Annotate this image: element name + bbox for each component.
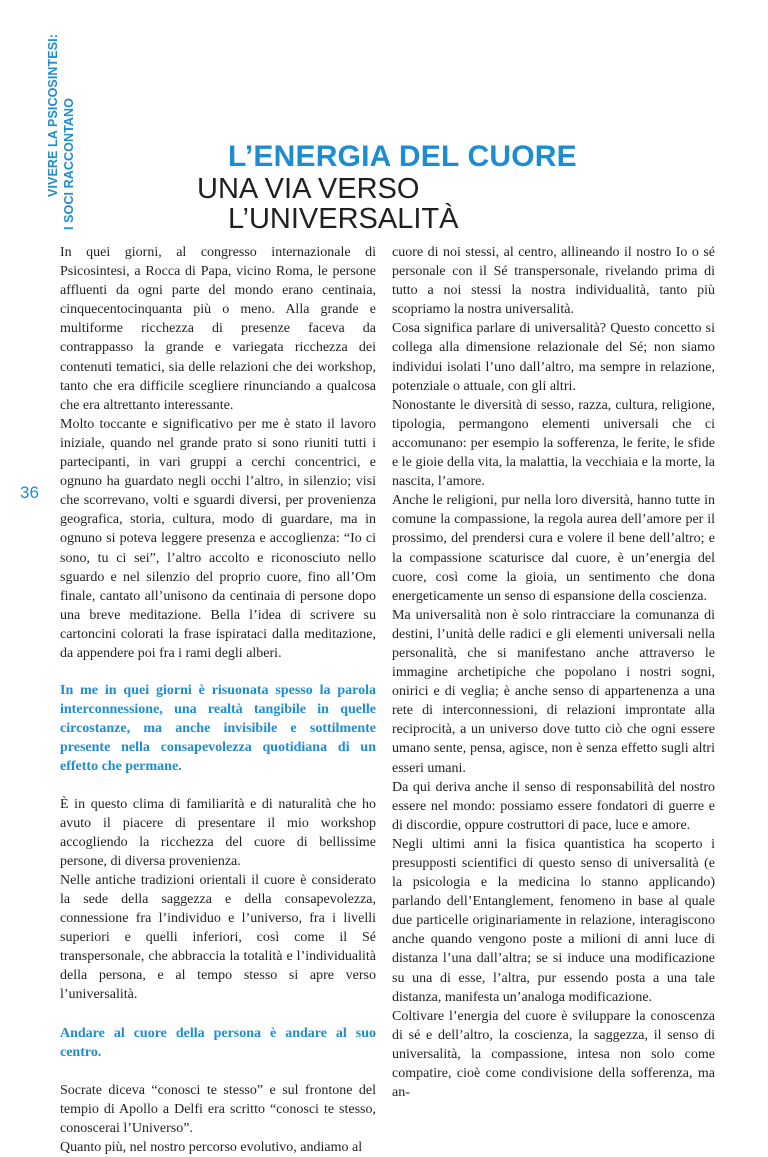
paragraph: In quei giorni, al congresso internazionale di Psicosintesi, a Rocca di Papa, vicino Roma, le persone affluenti da ogni parte del mondo erano centinaia, cinquecentocinquanta più o meno. Alla grande e multiforme ricchezza di presenze faceva da contrappasso la grande e variegata ricchezza dei contenuti tematici, sia delle relazioni che dei workshop, tanto che era difficile scegliere rinunciando a qualcosa che era altrettanto interessante. (60, 245, 376, 413)
paragraph: Quanto più, nel nostro percorso evolutivo, andiamo al (60, 1140, 363, 1156)
paragraph: È in questo clima di familiarità e di naturalità che ho avuto il piacere di presentare il mio workshop accogliendo la ricchezza del cuore di bellissime persone, di diversa provenienza. (60, 796, 376, 869)
paragraph: Anche le religioni, pur nella loro diversità, hanno tutte in comune la compassione, la regola aurea dell’amore per il prossimo, del prendersi cura e volere il bene dell’altro; e la compassione scaturisce dal cuore, è un’energia del cuore, così come la gioia, un sentimento che dona energeticamente un senso di espansione della coscienza. (392, 493, 715, 604)
article-subtitle-line1: UNA VIA VERSO (197, 173, 420, 205)
paragraph: Nonostante le diversità di sesso, razza, cultura, religione, tipologia, permangono elementi universali che ci accomunano: per esempio la sofferenza, le ferite, le sfide e le gioie della vita, la malattia, la vecchiaia e la morte, la nascita, l’amore. (392, 397, 715, 490)
pull-quote: In me in quei giorni è risuonata spesso la parola interconnessione, una realtà tangibile in quelle circostanze, ma anche invisibile e sottilmente presente nella consapevolezza quotidiana di un effetto che permane. (60, 683, 376, 775)
paragraph: Negli ultimi anni la fisica quantistica ha scoperto i presupposti scientifici di questo senso di universalità (e la psicologia e la medicina lo stanno applicando) parlando dell’Entanglement, fenomeno in base al quale due particelle originariamente in relazione, interagiscono anche quando vengono poste a milioni di anni luce di distanza l’una dall’altra; se si induce una modificazione su una di esse, l’altra, pur essendo posta a una tale distanza, manifesta un’analoga modificazione. (392, 836, 715, 1005)
article-subtitle-line2: L’UNIVERSALITÀ (228, 203, 459, 235)
right-column (392, 243, 715, 1102)
paragraph: Coltivare l’energia del cuore è sviluppare la conoscenza di sé e dell’altro, la coscienza, la saggezza, il senso di universalità, la compassione, intesa non solo come compatire, cioè come condivisione della sofferenza, ma an- (392, 1008, 715, 1101)
section-label (46, 32, 96, 231)
section-label-line2: I SOCI RACCONTANO (62, 98, 76, 231)
section-label-line1: VIVERE LA PSICOSINTESI: (46, 34, 60, 197)
paragraph: Nelle antiche tradizioni orientali il cuore è considerato la sede della saggezza e della consapevolezza, connessione fra l’individuo e l’universo, fra i livelli superiori e quelli inferiori, così come il Sé transpersonale, che abbraccia la totalità e l’individualità della persona, e al tempo stesso si apre verso l’universalità. (60, 872, 376, 1003)
paragraph: Da qui deriva anche il senso di responsabilità del nostro essere nel mondo: possiamo essere fondatori di guerre e di discordie, oppure costruttori di pace, luce e amore. (392, 779, 715, 833)
paragraph: Cosa significa parlare di universalità? Questo concetto si collega alla dimensione relazionale del Sé; non siamo individui isolati l’uno dall’altro, ma sempre in relazione, potenziale o attuale, con gli altri. (392, 321, 715, 394)
paragraph: cuore di noi stessi, al centro, allineando il nostro Io o sé personale con il Sé transpersonale, rivelando prima di tutto a noi stessi la nostra individualità, tanto più scopriamo la nostra universalità. (392, 245, 715, 318)
paragraph: Socrate diceva “conosci te stesso” e sul frontone del tempio di Apollo a Delfi era scritto “conosci te stesso, conoscerai l’Universo”. (60, 1082, 376, 1136)
paragraph: Ma universalità non è solo rintracciare la comunanza di destini, l’unità delle radici e gli elementi universali nella personalità, che si manifestano anche attraverso le immagine archetipiche che popolano i nostri sogni, onirici e di veglia; è anche senso di appartenenza a una rete di interconnessioni, di relazioni improntate alla reciprocità, a un universo dove tutto ciò che ogni essere umano sente, pensa, agisce, non è senza effetto sugli altri esseri umani. (392, 607, 715, 776)
pull-quote: Andare al cuore della persona è andare al suo centro. (60, 1025, 376, 1060)
left-column (60, 243, 376, 1157)
page-number: 36 (20, 483, 39, 502)
paragraph: Molto toccante e significativo per me è stato il lavoro iniziale, quando nel grande prato si sono riuniti tutti i partecipanti, in vari gruppi a cerchi concentrici, e ognuno ha guardato negli occhi l’altro, in silenzio; visi che scorrevano, volti e sguardi diversi, per provenienza geografica, storia, cultura, modo di guardare, ma in ognuno si poteva leggere presenza e accoglienza: “Io ci sono, tu ci sei”, l’altro accolto e riconosciuto nello sguardo e nel silenzio del proprio cuore, fino all’Om finale, cantato all’unisono da centinaia di persone dopo una breve meditazione. Bella l’idea di scrivere su cartoncini colorati la frase ispirataci dalla meditazione, da appendere poi fra i rami degli alberi. (60, 416, 376, 661)
article-title-main: L’ENERGIA DEL CUORE (228, 140, 577, 173)
